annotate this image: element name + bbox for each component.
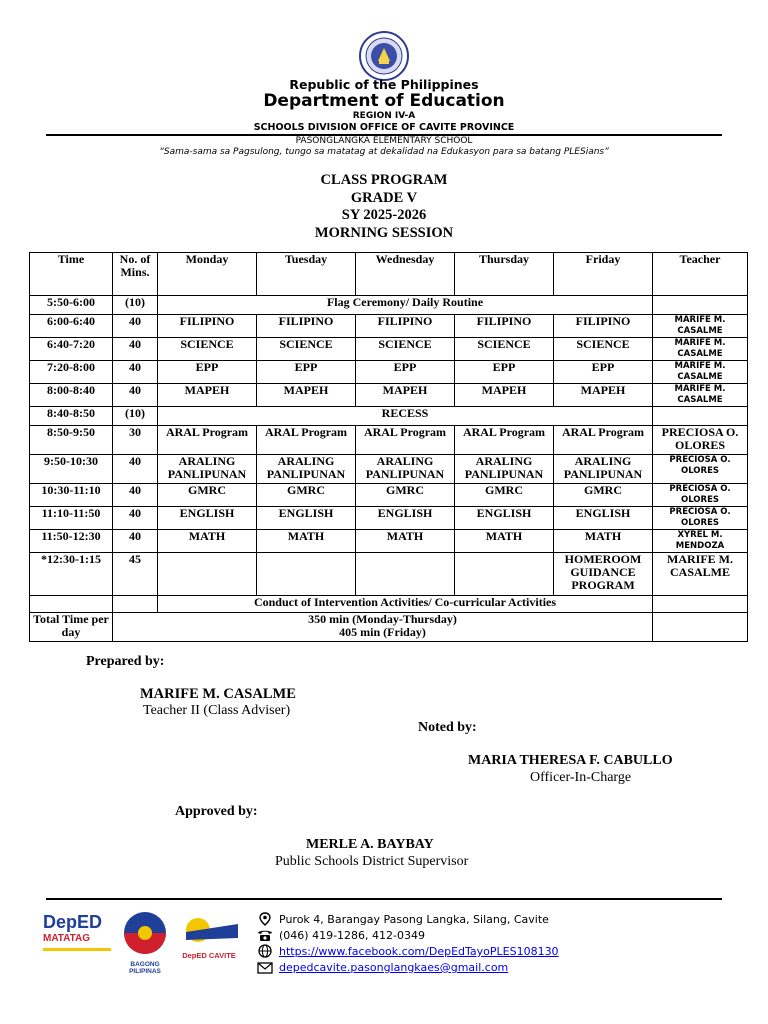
footer-address: Purok 4, Barangay Pasong Langka, Silang, Cavite	[279, 913, 549, 926]
cell-subject: ENGLISH	[356, 507, 455, 530]
deped-logo-text: DepED	[43, 912, 103, 932]
cell-subject: ARALING PANLIPUNAN	[158, 455, 257, 484]
cell-subject: ARAL Program	[257, 426, 356, 455]
col-header-wednesday: Wednesday	[356, 253, 455, 296]
total-value	[113, 613, 653, 642]
cavite-sun-emblem	[176, 912, 242, 946]
table-row	[30, 530, 748, 553]
cell-subject: GMRC	[554, 484, 653, 507]
cell-time: 8:40-8:50	[30, 407, 113, 426]
total-line-1: 350 min (Monday-Thursday)	[308, 612, 457, 626]
school-name: PASONGLANGKA ELEMENTARY SCHOOL	[295, 136, 473, 146]
cell-teacher	[653, 296, 748, 315]
table-row	[30, 507, 748, 530]
cell-mins: 40	[113, 530, 158, 553]
cell-mins: (10)	[113, 407, 158, 426]
noted-by-title: Officer-In-Charge	[530, 770, 632, 785]
cell-teacher: PRECIOSA O. OLORES	[653, 484, 748, 507]
title-line-1: CLASS PROGRAM	[320, 172, 448, 188]
cell-mins: 40	[113, 484, 158, 507]
table-total-row	[30, 613, 748, 642]
cell-subject: ENGLISH	[158, 507, 257, 530]
table-row	[30, 484, 748, 507]
cell-subject: ARALING PANLIPUNAN	[455, 455, 554, 484]
deped-seal-logo	[359, 31, 409, 81]
cell-subject: EPP	[356, 361, 455, 384]
cell-span: RECESS	[158, 407, 653, 426]
document-title	[0, 172, 768, 242]
matatag-stripe	[43, 948, 111, 951]
cell-time: 8:50-9:50	[30, 426, 113, 455]
region-line: REGION IV-A	[352, 111, 416, 121]
cell-subject: ARAL Program	[356, 426, 455, 455]
deped-matatag-logo	[43, 912, 115, 964]
cell-subject: MATH	[257, 530, 356, 553]
cell-subject: MATH	[158, 530, 257, 553]
cell-time: 11:10-11:50	[30, 507, 113, 530]
location-pin-icon	[256, 912, 274, 926]
col-header-teacher: Teacher	[653, 253, 748, 296]
cell-subject: GMRC	[455, 484, 554, 507]
cell-subject: EPP	[257, 361, 356, 384]
cell-subject: ENGLISH	[554, 507, 653, 530]
prepared-by-title: Teacher II (Class Adviser)	[143, 703, 291, 718]
table-row	[30, 426, 748, 455]
cell-subject: EPP	[158, 361, 257, 384]
cell-teacher	[653, 407, 748, 426]
cell-mins: (10)	[113, 296, 158, 315]
cell-span: Conduct of Intervention Activities/ Co-curricular Activities	[158, 596, 653, 613]
republic-line: Republic of the Philippines	[289, 77, 479, 92]
cell-teacher: MARIFE M. CASALME	[653, 384, 748, 407]
approved-by-name: MERLE A. BAYBAY	[306, 837, 434, 852]
cell-time: 7:20-8:00	[30, 361, 113, 384]
table-row	[30, 407, 748, 426]
col-header-monday: Monday	[158, 253, 257, 296]
cell-subject: FILIPINO	[158, 315, 257, 338]
cell-subject	[455, 553, 554, 596]
cell-subject: ARAL Program	[455, 426, 554, 455]
cell-subject: MATH	[455, 530, 554, 553]
table-row	[30, 315, 748, 338]
footer-phone: (046) 419-1286, 412-0349	[279, 929, 425, 942]
bagong-pilipinas-logo	[118, 910, 172, 975]
table-row	[30, 338, 748, 361]
division-line: SCHOOLS DIVISION OFFICE OF CAVITE PROVINCE	[253, 122, 515, 133]
cell-subject: SCIENCE	[257, 338, 356, 361]
cell-subject: ENGLISH	[455, 507, 554, 530]
cell-subject: SCIENCE	[356, 338, 455, 361]
cell-subject: MATH	[554, 530, 653, 553]
approved-by-title: Public Schools District Supervisor	[275, 854, 469, 869]
cell-subject: MAPEH	[455, 384, 554, 407]
table-row	[30, 361, 748, 384]
cell-subject	[356, 553, 455, 596]
col-header-tuesday: Tuesday	[257, 253, 356, 296]
cell-teacher: MARIFE M. CASALME	[653, 315, 748, 338]
prepared-by-label: Prepared by:	[86, 654, 165, 669]
cell-subject: HOMEROOM GUIDANCE PROGRAM	[554, 553, 653, 596]
title-line-2: GRADE V	[350, 189, 418, 206]
cell-time: 6:00-6:40	[30, 315, 113, 338]
deped-cavite-logo	[176, 912, 242, 964]
cell-time: *12:30-1:15	[30, 553, 113, 596]
title-line-4: MORNING SESSION	[314, 224, 454, 241]
cell-subject: MAPEH	[158, 384, 257, 407]
cell-teacher: PRECIOSA O. OLORES	[653, 426, 748, 455]
school-motto: “Sama-sama sa Pagsulong, tungo sa matatag at dekalidad na Edukasyon para sa batang PLESians”	[159, 147, 609, 157]
cell-mins: 40	[113, 507, 158, 530]
total-label: Total Time per day	[30, 613, 113, 642]
footer-email-link[interactable]: depedcavite.pasonglangkaes@gmail.com	[279, 961, 509, 974]
approved-by-label: Approved by:	[175, 804, 258, 819]
globe-icon	[256, 944, 274, 958]
cell-subject: FILIPINO	[257, 315, 356, 338]
cell-subject: MAPEH	[257, 384, 356, 407]
cell-mins: 45	[113, 553, 158, 596]
cell-subject: ARALING PANLIPUNAN	[356, 455, 455, 484]
cell-subject: MAPEH	[356, 384, 455, 407]
cell-teacher: PRECIOSA O. OLORES	[653, 507, 748, 530]
cell-subject: MAPEH	[554, 384, 653, 407]
noted-by-name: MARIA THERESA F. CABULLO	[468, 753, 673, 768]
mail-icon	[256, 961, 274, 975]
class-program-table	[29, 252, 748, 642]
cell-teacher: MARIFE M. CASALME	[653, 361, 748, 384]
table-row	[30, 384, 748, 407]
cell-time: 11:50-12:30	[30, 530, 113, 553]
cell-subject: EPP	[455, 361, 554, 384]
cell-subject: SCIENCE	[158, 338, 257, 361]
col-header-thursday: Thursday	[455, 253, 554, 296]
cell-subject: ARAL Program	[158, 426, 257, 455]
cell-subject: SCIENCE	[554, 338, 653, 361]
table-row	[30, 596, 748, 613]
cell-subject: FILIPINO	[455, 315, 554, 338]
footer-divider	[46, 898, 722, 900]
cell-mins: 40	[113, 384, 158, 407]
cell-subject: FILIPINO	[554, 315, 653, 338]
footer-facebook-link[interactable]: https://www.facebook.com/DepEdTayoPLES108130	[279, 945, 559, 958]
col-header-time: Time	[30, 253, 113, 296]
cell-time	[30, 596, 113, 613]
department-title: Department of Education	[263, 91, 505, 111]
cell-time: 10:30-11:10	[30, 484, 113, 507]
cell-teacher: XYREL M. MENDOZA	[653, 530, 748, 553]
bagong-pilipinas-emblem	[118, 910, 172, 956]
cell-mins: 40	[113, 361, 158, 384]
cell-teacher	[653, 596, 748, 613]
cell-mins: 40	[113, 455, 158, 484]
cell-subject: GMRC	[158, 484, 257, 507]
cell-teacher: MARIFE M. CASALME	[653, 338, 748, 361]
cell-subject: FILIPINO	[356, 315, 455, 338]
cell-subject: ARALING PANLIPUNAN	[554, 455, 653, 484]
cell-subject	[158, 553, 257, 596]
cell-subject: ARALING PANLIPUNAN	[257, 455, 356, 484]
title-line-3: SY 2025-2026	[341, 207, 427, 223]
cell-subject	[257, 553, 356, 596]
cell-time: 9:50-10:30	[30, 455, 113, 484]
cell-subject: ARAL Program	[554, 426, 653, 455]
total-teacher	[653, 613, 748, 642]
cell-subject: GMRC	[257, 484, 356, 507]
col-header-friday: Friday	[554, 253, 653, 296]
noted-by-label: Noted by:	[418, 720, 477, 735]
cell-teacher: MARIFE M. CASALME	[653, 553, 748, 596]
table-row	[30, 553, 748, 596]
cell-subject: GMRC	[356, 484, 455, 507]
cell-subject: ENGLISH	[257, 507, 356, 530]
deped-cavite-text: DepED CAVITE	[182, 951, 236, 960]
cell-subject: SCIENCE	[455, 338, 554, 361]
table-header-row	[30, 253, 748, 296]
matatag-logo-text: MATATAG	[43, 933, 91, 944]
cell-mins: 40	[113, 315, 158, 338]
bagong-pilipinas-text: BAGONG PILIPINAS	[129, 961, 161, 975]
cell-mins: 30	[113, 426, 158, 455]
phone-icon	[256, 928, 274, 942]
cell-span: Flag Ceremony/ Daily Routine	[158, 296, 653, 315]
cell-time: 8:00-8:40	[30, 384, 113, 407]
cell-mins	[113, 596, 158, 613]
prepared-by-name: MARIFE M. CASALME	[140, 686, 296, 702]
cell-time: 6:40-7:20	[30, 338, 113, 361]
table-row	[30, 296, 748, 315]
total-line-2: 405 min (Friday)	[339, 625, 426, 639]
cell-teacher: PRECIOSA O. OLORES	[653, 455, 748, 484]
cell-subject: MATH	[356, 530, 455, 553]
table-row	[30, 455, 748, 484]
cell-mins: 40	[113, 338, 158, 361]
cell-time: 5:50-6:00	[30, 296, 113, 315]
cell-subject: EPP	[554, 361, 653, 384]
col-header-mins: No. of Mins.	[113, 253, 158, 296]
